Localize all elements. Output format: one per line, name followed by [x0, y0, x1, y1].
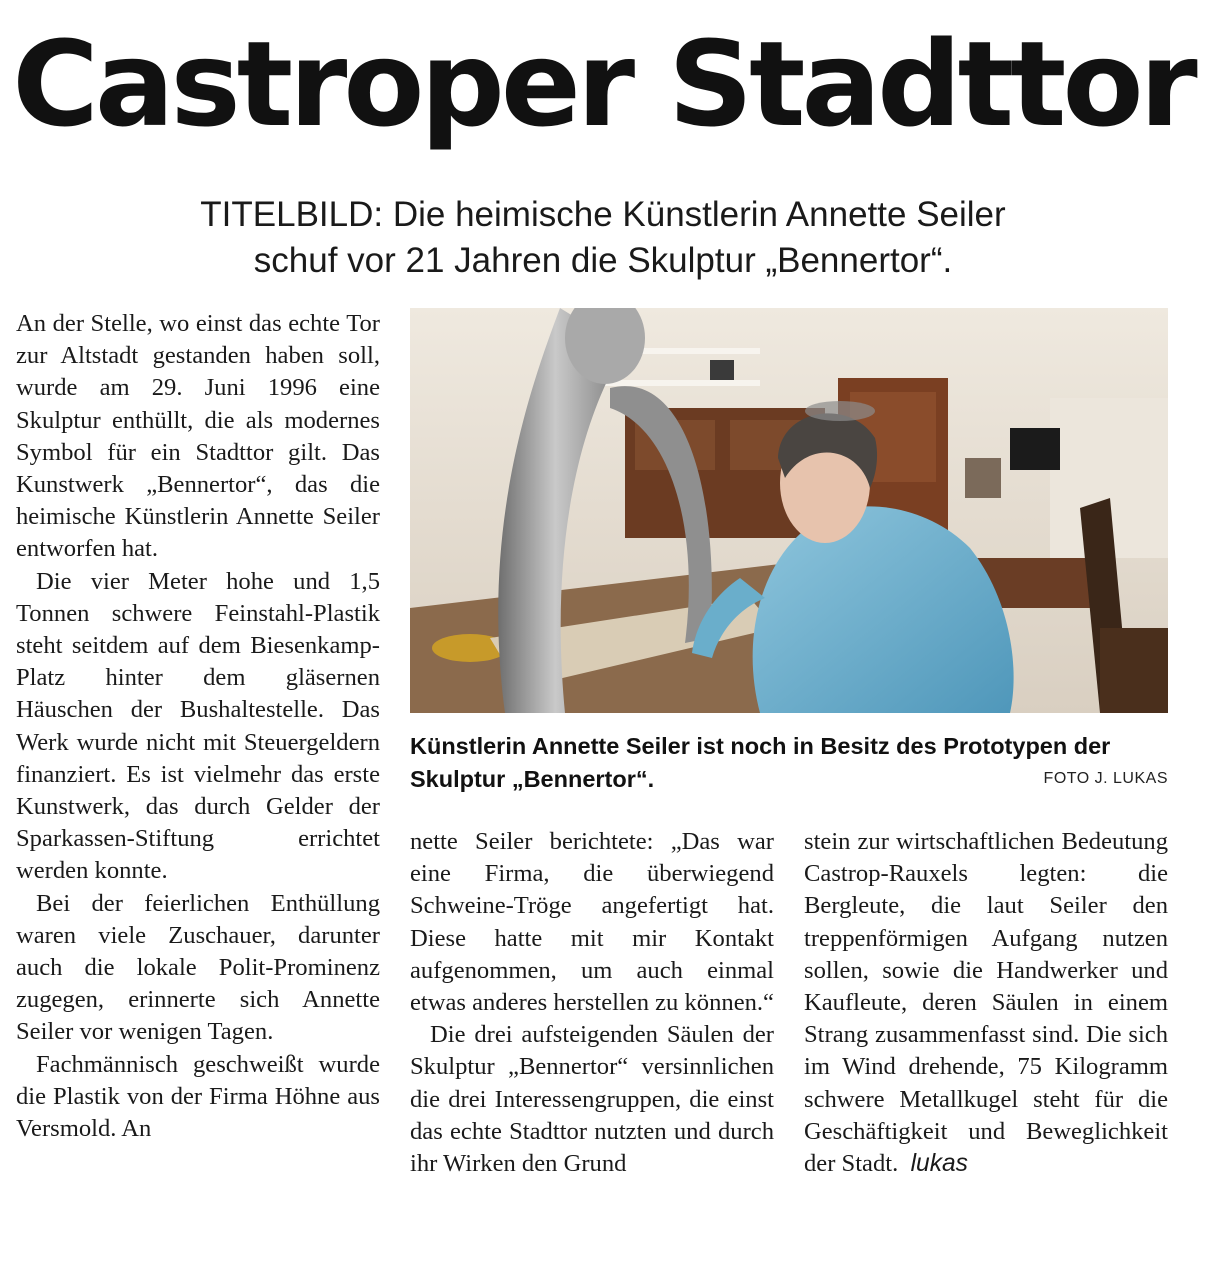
subheadline-line-2: schuf vor 21 Jahren die Skulptur „Bennertor“. — [253, 241, 953, 280]
paragraph: An der Stelle, wo einst das echte Tor zur Altstadt gestanden haben soll, wurde am 29. Juni 1996 eine Skulptur enthüllt, die als modernes Symbol für ein Stadttor gilt. Das Kunstwerk „Bennertor“, das die heimische Künstlerin Annette Seiler entworfen hat. — [16, 310, 380, 563]
middle-column — [410, 826, 774, 1180]
article-photo — [410, 308, 1168, 713]
photo-artist-with-sculpture — [410, 308, 1168, 713]
paragraph: nette Seiler berichtete: „Das war eine Firma, die überwiegend Schweine-Tröge angefertigt hat. Diese hatte mit mir Kontakt aufgenommen, um auch einmal etwas anderes herstellen zu können.“ — [410, 828, 774, 1017]
author-signature: lukas — [910, 1150, 968, 1178]
paragraph: Bei der feierlichen Enthüllung waren viele Zuschauer, darunter auch die lokale Polit-Prominenz zugegen, erinnerte sich Annette Seiler vor wenigen Tagen. — [16, 889, 380, 1046]
headline: Castroper Stadttor — [12, 15, 1194, 153]
paragraph: Fachmännisch geschweißt wurde die Plastik von der Firma Höhne aus Versmold. An — [16, 1050, 380, 1143]
left-column — [16, 308, 380, 1145]
paragraph-text: stein zur wirtschaftlichen Bedeutung Castrop-Rauxels legten: die Bergleute, die laut Seiler den treppenförmigen Aufgang nutzen sollen, sowie die Handwerker und Kaufleute, deren Säulen in einem Strang zusammenfasst sind. Die sich im Wind drehende, 75 Kilogramm schwere Metallkugel steht für die Geschäftigkeit und Beweglichkeit der Stadt. — [804, 828, 1168, 1178]
subheadline-line-1: TITELBILD: Die heimische Künstlerin Annette Seiler — [200, 195, 1006, 234]
photo-credit: FOTO J. LUKAS — [1043, 770, 1168, 787]
right-column — [804, 826, 1168, 1180]
paragraph — [804, 826, 1168, 1180]
subheadline — [0, 192, 1206, 284]
paragraph: Die vier Meter hohe und 1,5 Tonnen schwere Feinstahl-Plastik steht seitdem auf dem Biesenkamp-Platz hinter dem gläsernen Häuschen der Bushaltestelle. Das Werk wurde nicht mit Steuergeldern finanziert. Es ist vielmehr das erste Kunstwerk, das durch Gelder der Sparkassen-Stiftung errichtet werden konnte. — [16, 567, 380, 885]
photo-caption: Künstlerin Annette Seiler ist noch in Besitz des Prototypen der Skulptur „Bennertor“. — [410, 733, 1111, 792]
paragraph: Die drei aufsteigenden Säulen der Skulptur „Bennertor“ versinnlichen die drei Interessengruppen, die einst das echte Stadttor nutzten und durch ihr Wirken den Grund — [410, 1021, 774, 1178]
